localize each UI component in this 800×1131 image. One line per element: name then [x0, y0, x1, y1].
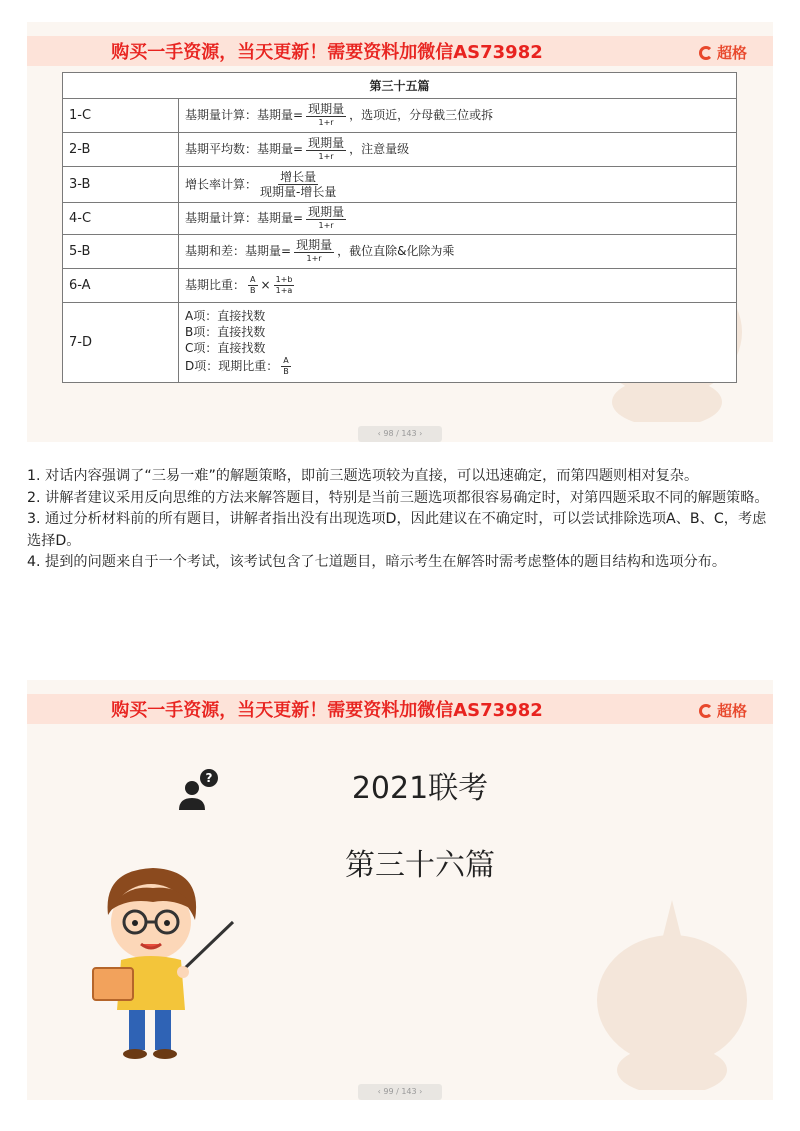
brand-logo-text: 超格 — [716, 702, 747, 720]
explanation-cell: A项：直接找数 B项：直接找数 C项：直接找数 D项：现期比重： $\frac{A}{B}$ — [179, 303, 737, 383]
question-cell: 1-C — [63, 99, 179, 133]
section-title: 第三十六篇 — [345, 848, 495, 883]
explanation-cell: 基期平均数：基期量= $\frac{\text{现期量}}{1+r}$ ，注意量级 — [179, 133, 737, 167]
explanation-cell: 基期和差：基期量= $\frac{\text{现期量}}{1+r}$ ，截位直除&化除为乘 — [179, 235, 737, 269]
unicorn-watermark-icon — [582, 890, 762, 1090]
note-item: 1. 对话内容强调了“三易一难”的解题策略，即前三题选项较为直接，可以迅速确定，而第四题则相对复杂。 — [27, 468, 699, 484]
question-cell: 5-B — [63, 235, 179, 269]
table-row — [63, 203, 737, 235]
answer-table — [62, 72, 737, 383]
ad-banner — [27, 694, 773, 724]
svg-text:?: ? — [205, 771, 213, 785]
note-item: 4. 提到的问题来自于一个考试，该考试包含了七道题目，暗示考生在解答时需考虑整体的题目结构和选项分布。 — [27, 554, 727, 570]
slide-99 — [27, 680, 773, 1100]
note-item: 2. 讲解者建议采用反向思维的方法来解答题目，特别是当前三题选项都很容易确定时，对第四题采取不同的解题策略。 — [27, 489, 769, 506]
question-cell: 7-D — [63, 303, 179, 383]
explanation-cell: 增长率计算： $\frac{\text{增长量}}{\text{现期量-增长量}}$ — [179, 167, 737, 203]
question-cell: 6-A — [63, 269, 179, 303]
ad-banner — [27, 36, 773, 66]
brand-logo-text: 超格 — [716, 44, 747, 62]
user-question-icon — [175, 768, 221, 814]
table-row — [63, 133, 737, 167]
slide-98 — [27, 22, 773, 442]
page-indicator[interactable]: ‹ 99 / 143 › — [358, 1084, 442, 1100]
table-row — [63, 235, 737, 269]
table-row — [63, 269, 737, 303]
question-cell: 4-C — [63, 203, 179, 235]
question-cell: 2-B — [63, 133, 179, 167]
brand-g-icon — [699, 46, 713, 60]
explanation-cell: 基期量计算：基期量= $\frac{\text{现期量}}{1+r}$ — [179, 203, 737, 235]
table-title: 第三十五篇 — [63, 73, 737, 99]
question-cell: 3-B — [63, 167, 179, 203]
note-item: 3. 通过分析材料前的所有题目，讲解者指出没有出现选项D，因此建议在不确定时，可以尝试排除选项A、B、C，考虑选择D。 — [27, 511, 767, 549]
table-row — [63, 303, 737, 383]
brand-g-icon — [699, 704, 713, 718]
teacher-cartoon-icon — [83, 860, 243, 1060]
ad-banner-text: 购买一手资源，当天更新！需要资料加微信AS73982 — [111, 42, 543, 63]
table-row — [63, 99, 737, 133]
brand-logo — [699, 700, 747, 721]
explanation-cell: 基期比重： $\frac{A}{B}$ × $\frac{1+b}{1+a}$ — [179, 269, 737, 303]
exam-title: 2021联考 — [351, 771, 489, 806]
ad-banner-text: 购买一手资源，当天更新！需要资料加微信AS73982 — [111, 700, 543, 721]
summary-notes — [27, 466, 773, 574]
table-row — [63, 167, 737, 203]
brand-logo — [699, 42, 747, 63]
explanation-cell: 基期量计算：基期量= $\frac{\text{现期量}}{1+r}$ ，选项近，分母截三位或拆 — [179, 99, 737, 133]
page-indicator[interactable]: ‹ 98 / 143 › — [358, 426, 442, 442]
